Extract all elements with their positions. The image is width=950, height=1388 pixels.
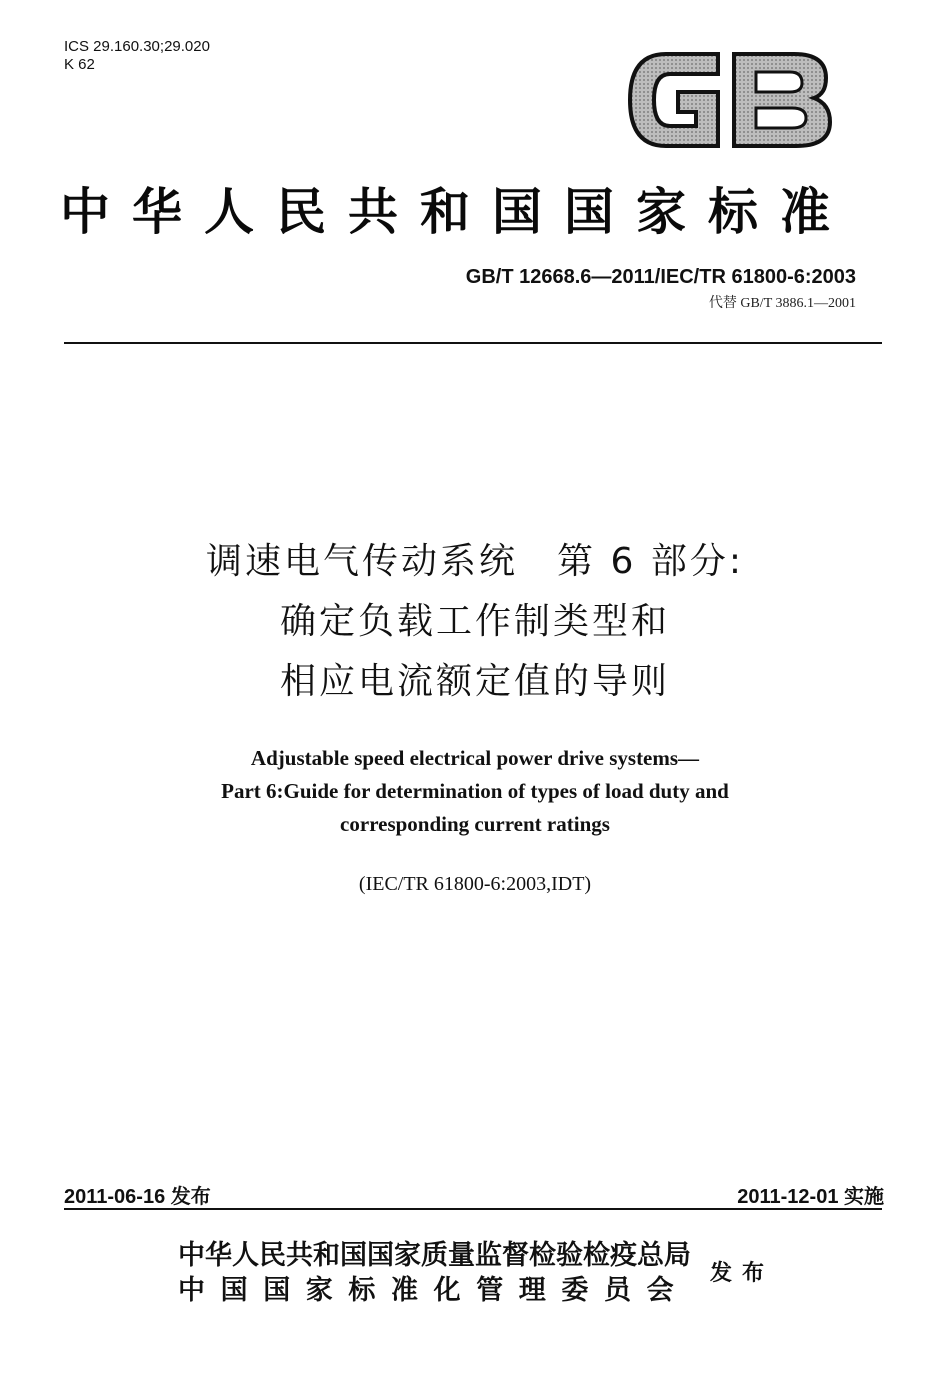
issue-date: 2011-06-16 发布 bbox=[64, 1186, 211, 1208]
chinese-title-line-1: 调速电气传动系统 第 6 部分: bbox=[206, 541, 744, 582]
national-standard-title: 中华人民共和国国家标准 bbox=[60, 182, 852, 241]
issuer-aqsiq: 中华人民共和国国家质量监督检验检疫总局 bbox=[178, 1240, 691, 1271]
bottom-divider bbox=[64, 1208, 882, 1210]
issuer-sac: 中国国家标准化管理委员会 bbox=[178, 1275, 690, 1306]
publish-label: 发布 bbox=[710, 1261, 775, 1286]
english-title-line-2: Part 6:Guide for determination of types of load duty and bbox=[221, 779, 729, 803]
chinese-title-line-3: 相应电流额定值的导则 bbox=[279, 661, 670, 702]
english-title bbox=[0, 742, 950, 841]
gb-logo-svg bbox=[626, 46, 836, 154]
issuing-authorities bbox=[178, 1238, 691, 1308]
implementation-date: 2011-12-01 实施 bbox=[737, 1186, 884, 1208]
classification-codes bbox=[64, 38, 210, 74]
ccs-code: K 62 bbox=[64, 56, 95, 73]
top-divider bbox=[64, 342, 882, 344]
ics-code: ICS 29.160.30;29.020 bbox=[64, 38, 210, 55]
standard-number: GB/T 12668.6—2011/IEC/TR 61800-6:2003 bbox=[465, 266, 856, 288]
gb-logo-icon bbox=[626, 46, 836, 154]
english-title-line-1: Adjustable speed electrical power drive systems— bbox=[250, 746, 700, 770]
replaces-standard: 代替 GB/T 3886.1—2001 bbox=[708, 296, 856, 311]
chinese-title-line-2: 确定负载工作制类型和 bbox=[279, 601, 670, 642]
english-title-line-3: corresponding current ratings bbox=[340, 812, 610, 836]
equivalence-note: (IEC/TR 61800-6:2003,IDT) bbox=[358, 873, 592, 895]
chinese-title bbox=[0, 532, 950, 712]
